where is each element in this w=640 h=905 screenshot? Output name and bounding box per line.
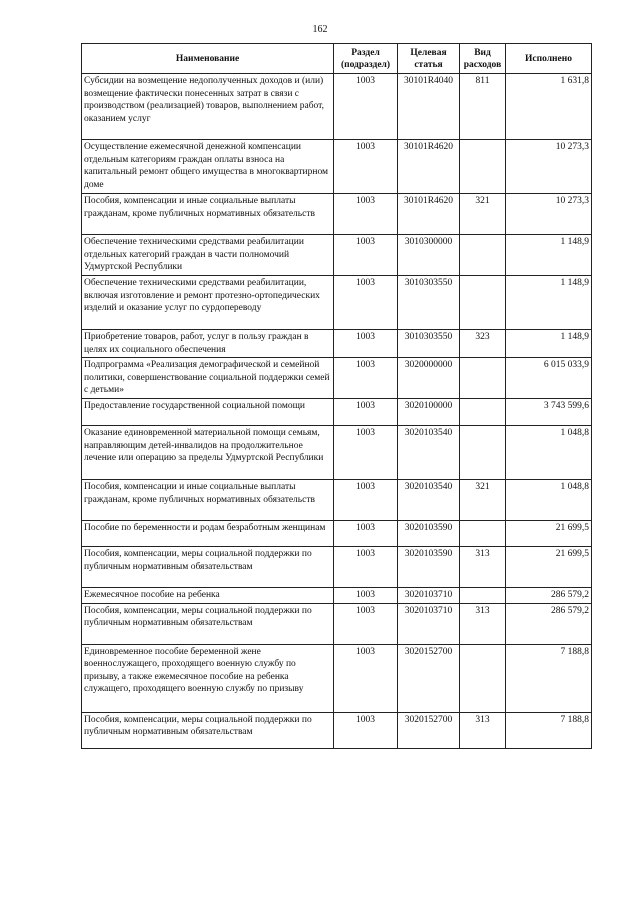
cell-target: 3010300000 (398, 235, 460, 276)
cell-section: 1003 (334, 235, 398, 276)
cell-kind: 321 (460, 194, 506, 235)
cell-target: 3020103590 (398, 547, 460, 588)
cell-target: 3020103540 (398, 480, 460, 521)
cell-kind (460, 235, 506, 276)
cell-section: 1003 (334, 276, 398, 330)
cell-name: Обеспечение техническими средствами реабилитации, включая изготовление и ремонт протезно-ортопедических изделий и оказание услуг по сурдопереводу (82, 276, 334, 330)
table-row (82, 588, 592, 604)
table-row (82, 644, 592, 712)
cell-name: Подпрограмма «Реализация демографической и семейной политики, совершенствование социальной поддержки семей с детьми» (82, 358, 334, 399)
header-kind: Вид расходов (460, 44, 506, 74)
cell-kind: 313 (460, 603, 506, 644)
header-target: Целевая статья (398, 44, 460, 74)
cell-section: 1003 (334, 588, 398, 604)
table-row (82, 547, 592, 588)
cell-target: 3010303550 (398, 276, 460, 330)
cell-executed: 1 148,9 (506, 330, 592, 358)
cell-kind (460, 358, 506, 399)
cell-kind: 313 (460, 712, 506, 748)
cell-target: 3020103540 (398, 426, 460, 480)
cell-executed: 1 048,8 (506, 480, 592, 521)
table-row (82, 194, 592, 235)
cell-section: 1003 (334, 330, 398, 358)
cell-kind (460, 644, 506, 712)
cell-executed: 7 188,8 (506, 712, 592, 748)
cell-target: 3020000000 (398, 358, 460, 399)
cell-section: 1003 (334, 480, 398, 521)
cell-kind: 811 (460, 74, 506, 140)
table-header-row (82, 44, 592, 74)
cell-kind (460, 588, 506, 604)
cell-name: Пособия, компенсации, меры социальной поддержки по публичным нормативным обязательствам (82, 603, 334, 644)
cell-section: 1003 (334, 194, 398, 235)
cell-executed: 3 743 599,6 (506, 399, 592, 426)
cell-executed: 21 699,5 (506, 547, 592, 588)
cell-section: 1003 (334, 399, 398, 426)
cell-name: Ежемесячное пособие на ребенка (82, 588, 334, 604)
cell-target: 3020103710 (398, 603, 460, 644)
cell-section: 1003 (334, 644, 398, 712)
cell-kind (460, 426, 506, 480)
cell-executed: 10 273,3 (506, 194, 592, 235)
cell-name: Пособия, компенсации, меры социальной поддержки по публичным нормативным обязательствам (82, 712, 334, 748)
cell-section: 1003 (334, 358, 398, 399)
cell-name: Обеспечение техническими средствами реабилитации отдельных категорий граждан в части полномочий Удмуртской Республики (82, 235, 334, 276)
cell-section: 1003 (334, 712, 398, 748)
cell-executed: 7 188,8 (506, 644, 592, 712)
cell-name: Оказание единовременной материальной помощи семьям, направляющим детей-инвалидов на продолжительное лечение или операцию за пределы Удмуртской Республики (82, 426, 334, 480)
cell-section: 1003 (334, 547, 398, 588)
cell-executed: 286 579,2 (506, 588, 592, 604)
cell-kind: 323 (460, 330, 506, 358)
cell-name: Пособие по беременности и родам безработным женщинам (82, 521, 334, 547)
cell-executed: 10 273,3 (506, 140, 592, 194)
header-name: Наименование (82, 44, 334, 74)
cell-executed: 6 015 033,9 (506, 358, 592, 399)
cell-name: Предоставление государственной социальной помощи (82, 399, 334, 426)
cell-executed: 1 148,9 (506, 276, 592, 330)
cell-target: 3020100000 (398, 399, 460, 426)
cell-name: Пособия, компенсации и иные социальные выплаты гражданам, кроме публичных нормативных обязательств (82, 194, 334, 235)
cell-kind (460, 276, 506, 330)
cell-name: Пособия, компенсации, меры социальной поддержки по публичным нормативным обязательствам (82, 547, 334, 588)
cell-kind: 321 (460, 480, 506, 521)
table-row (82, 235, 592, 276)
cell-section: 1003 (334, 603, 398, 644)
cell-section: 1003 (334, 140, 398, 194)
cell-section: 1003 (334, 74, 398, 140)
cell-target: 3020103710 (398, 588, 460, 604)
cell-kind (460, 399, 506, 426)
cell-section: 1003 (334, 426, 398, 480)
cell-name: Единовременное пособие беременной жене военнослужащего, проходящего военную службу по призыву, а также ежемесячное пособие на ребенка служащего, проходящего военную службу по призыву (82, 644, 334, 712)
cell-executed: 1 631,8 (506, 74, 592, 140)
table-row (82, 603, 592, 644)
page-number: 162 (312, 24, 328, 35)
cell-target: 30101R4040 (398, 74, 460, 140)
cell-kind (460, 521, 506, 547)
cell-name: Субсидии на возмещение недополученных доходов и (или) возмещение фактически понесенных затрат в связи с производством (реализацией) товаров, выполнением работ, оказанием услуг (82, 74, 334, 140)
table-row (82, 480, 592, 521)
cell-executed: 1 148,9 (506, 235, 592, 276)
table-row (82, 140, 592, 194)
table-row (82, 74, 592, 140)
cell-name: Приобретение товаров, работ, услуг в пользу граждан в целях их социального обеспечения (82, 330, 334, 358)
cell-target: 30101R4620 (398, 140, 460, 194)
cell-kind (460, 140, 506, 194)
cell-kind: 313 (460, 547, 506, 588)
cell-target: 3020103590 (398, 521, 460, 547)
table-row (82, 521, 592, 547)
cell-target: 3020152700 (398, 644, 460, 712)
table-row (82, 276, 592, 330)
header-section: Раздел (подраздел) (334, 44, 398, 74)
table-row (82, 712, 592, 748)
cell-name: Осуществление ежемесячной денежной компенсации отдельным категориям граждан оплаты взноса на капитальный ремонт общего имущества в многоквартирном доме (82, 140, 334, 194)
table-row (82, 399, 592, 426)
header-executed: Исполнено (506, 44, 592, 74)
table-body (82, 74, 592, 749)
table-row (82, 330, 592, 358)
cell-target: 30101R4620 (398, 194, 460, 235)
cell-executed: 21 699,5 (506, 521, 592, 547)
cell-executed: 1 048,8 (506, 426, 592, 480)
table-row (82, 358, 592, 399)
expenditure-table (81, 43, 592, 749)
cell-section: 1003 (334, 521, 398, 547)
table-row (82, 426, 592, 480)
cell-executed: 286 579,2 (506, 603, 592, 644)
cell-target: 3020152700 (398, 712, 460, 748)
cell-target: 3010303550 (398, 330, 460, 358)
cell-name: Пособия, компенсации и иные социальные выплаты гражданам, кроме публичных нормативных обязательств (82, 480, 334, 521)
